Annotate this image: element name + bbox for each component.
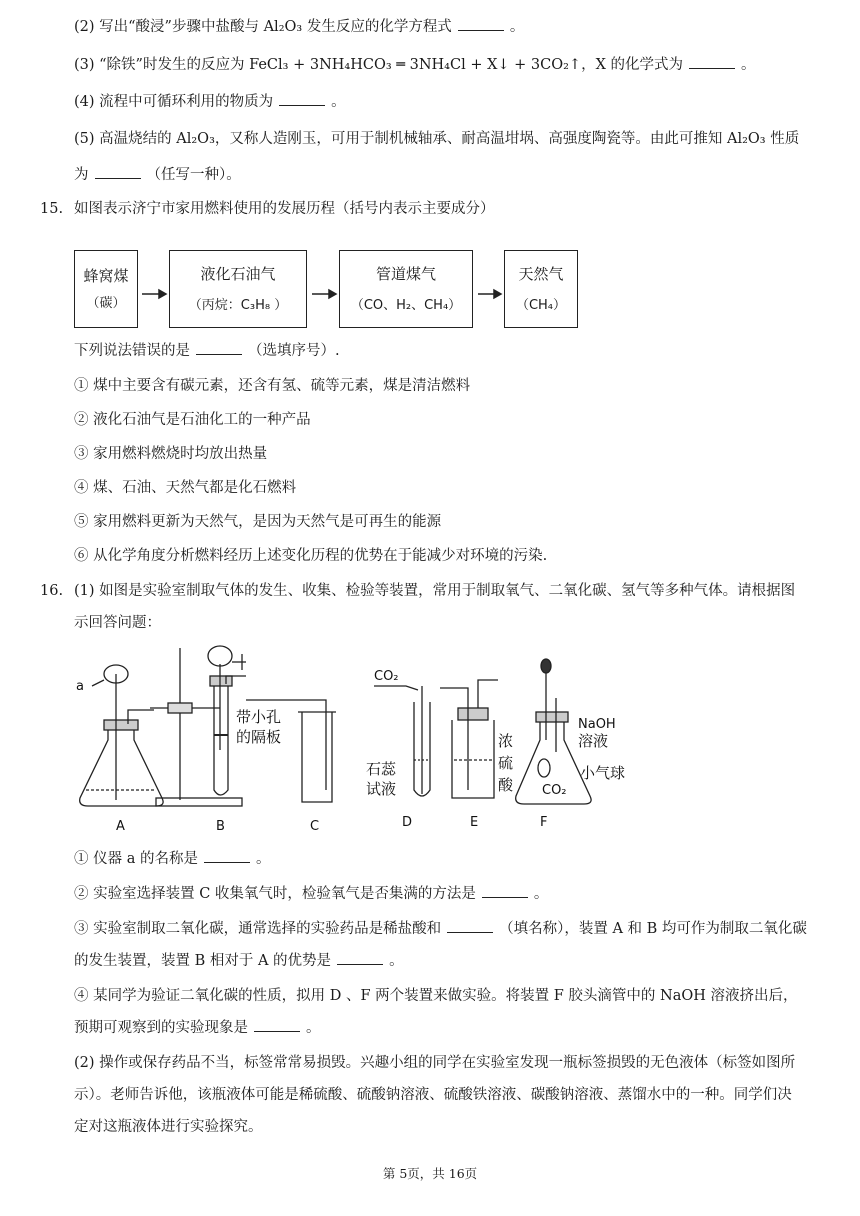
svg-text:石蕊: 石蕊 xyxy=(366,760,397,778)
svg-text:硫: 硫 xyxy=(498,754,514,772)
answer-blank[interactable] xyxy=(196,340,242,355)
q15-option: ⑤ 家用燃料更新为天然气，是因为天然气是可再生的能源 xyxy=(74,514,442,530)
q14-part4: (4) 流程中可循环利用的物质为 。 xyxy=(74,91,820,113)
q16-part2-line2: 示）。老师告诉他，该瓶液体可能是稀硫酸、硫酸钠溶液、硫酸铁溶液、碳酸钠溶液、蒸馏水中的一种。同学们决 xyxy=(74,1087,792,1103)
svg-text:B: B xyxy=(216,819,225,834)
answer-blank[interactable] xyxy=(337,950,383,965)
flow-box-pipe-gas: 管道煤气 （CO、H₂、CH₄） xyxy=(339,250,473,328)
svg-text:的隔板: 的隔板 xyxy=(236,728,282,746)
q15-option: ⑥ 从化学角度分析燃料经历上述变化历程的优势在于能减少对环境的污染. xyxy=(74,548,548,564)
svg-text:酸: 酸 xyxy=(498,776,514,794)
svg-text:E: E xyxy=(470,815,479,830)
flow-box-lpg: 液化石油气 （丙烷：C₃H₈ ） xyxy=(169,250,307,328)
svg-text:带小孔: 带小孔 xyxy=(236,708,282,726)
q15-option: ③ 家用燃料燃烧时均放出热量 xyxy=(74,446,268,462)
answer-blank[interactable] xyxy=(204,848,250,863)
answer-blank[interactable] xyxy=(254,1017,300,1032)
q14-part5-line1: (5) 高温烧结的 Al₂O₃，又称人造刚玉，可用于制机械轴承、耐高温坩埚、高强度陶瓷等。由此可推知 Al₂O₃ 性质 xyxy=(74,131,800,147)
q14-part2: (2) 写出“酸浸”步骤中盐酸与 Al₂O₃ 发生反应的化学方程式 。 xyxy=(74,16,820,38)
label-a: a xyxy=(76,679,84,694)
svg-text:F: F xyxy=(540,815,548,830)
q14-part5-line2: 为 （任写一种）。 xyxy=(74,164,820,186)
svg-text:试液: 试液 xyxy=(366,780,397,798)
q16-sub3-line1: ③ 实验室制取二氧化碳，通常选择的实验药品是稀盐酸和 （填名称），装置 A 和 B 均可作为制取二氧化碳 xyxy=(74,918,820,940)
q16-sub3-line2: 的发生装置，装置 B 相对于 A 的优势是 。 xyxy=(74,950,820,972)
answer-blank[interactable] xyxy=(447,918,493,933)
svg-text:A: A xyxy=(116,819,125,834)
q16-sub1: ① 仪器 a 的名称是 。 xyxy=(74,848,820,870)
apparatus-figure xyxy=(70,640,650,840)
q16-part2-line3: 定对这瓶液体进行实验探究。 xyxy=(74,1119,263,1135)
q15-stem: 如图表示济宁市家用燃料使用的发展历程（括号内表示主要成分） xyxy=(74,201,495,217)
q15-option: ④ 煤、石油、天然气都是化石燃料 xyxy=(74,480,297,496)
svg-text:NaOH: NaOH xyxy=(578,717,616,732)
flow-box-honeycomb-coal: 蜂窝煤 （碳） xyxy=(74,250,138,328)
q15-ask: 下列说法错误的是 （选填序号）. xyxy=(74,340,820,362)
svg-text:小气球: 小气球 xyxy=(580,764,626,782)
svg-text:CO₂: CO₂ xyxy=(542,783,567,798)
page-footer: 第 5页，共 16页 xyxy=(382,1166,478,1181)
svg-text:D: D xyxy=(402,815,413,830)
svg-text:C: C xyxy=(310,819,320,834)
q15-option: ② 液化石油气是石油化工的一种产品 xyxy=(74,412,311,428)
question-number: 16. xyxy=(40,583,64,599)
q16-part2-line1: (2) 操作或保存药品不当，标签常常易损毁。兴趣小组的同学在实验室发现一瓶标签损毁的无色液体（标签如图所 xyxy=(74,1055,796,1071)
q16-intro-line1: (1) 如图是实验室制取气体的发生、收集、检验等装置，常用于制取氧气、二氧化碳、氢气等多种气体。请根据图 xyxy=(74,583,796,599)
answer-blank[interactable] xyxy=(482,883,528,898)
svg-text:浓: 浓 xyxy=(498,732,514,750)
q15-option: ① 煤中主要含有碳元素，还含有氢、硫等元素，煤是清洁燃料 xyxy=(74,378,471,394)
q16-sub4-line1: ④ 某同学为验证二氧化碳的性质，拟用 D 、F 两个装置来做实验。将装置 F 胶头滴管中的 NaOH 溶液挤出后， xyxy=(74,988,798,1004)
svg-text:CO₂: CO₂ xyxy=(374,669,399,684)
q14-part3: (3) “除铁”时发生的反应为 FeCl₃ + 3NH₄HCO₃ ═ 3NH₄Cl + X↓ + 3CO₂↑，X 的化学式为 。 xyxy=(74,54,820,76)
q16-sub2: ② 实验室选择装置 C 收集氧气时，检验氧气是否集满的方法是 。 xyxy=(74,883,820,905)
svg-text:溶液: 溶液 xyxy=(578,732,609,750)
q16-intro-line2: 示回答问题： xyxy=(74,615,161,631)
flow-box-natural-gas: 天然气 （CH₄） xyxy=(504,250,578,328)
q16-sub4-line2: 预期可观察到的实验现象是 。 xyxy=(74,1017,820,1039)
question-number: 15. xyxy=(40,201,64,217)
